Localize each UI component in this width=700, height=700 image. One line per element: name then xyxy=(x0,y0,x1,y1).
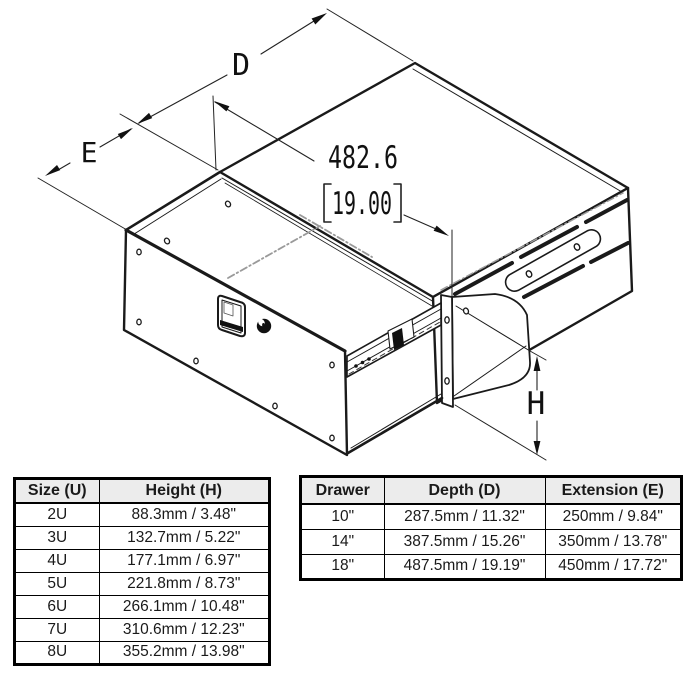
table-row: 4U 177.1mm / 6.97" xyxy=(15,549,269,572)
table-row: 5U 221.8mm / 8.73" xyxy=(15,572,269,595)
drawer-front-panel xyxy=(124,230,347,455)
ear-hole xyxy=(445,378,449,384)
width-mm-value: 482.6 xyxy=(328,140,398,176)
col-header-depth: Depth (D) xyxy=(384,477,545,504)
table-row: 2U 88.3mm / 3.48" xyxy=(15,503,269,526)
support-bracket xyxy=(452,294,530,399)
table-row: 10" 287.5mm / 11.32" 250mm / 9.84" xyxy=(301,504,681,529)
slide-rail xyxy=(347,303,441,377)
col-header-extension: Extension (E) xyxy=(545,477,681,504)
table-row: 7U 310.6mm / 12.23" xyxy=(15,618,269,641)
col-header-height: Height (H) xyxy=(99,479,269,503)
table-row: 3U 132.7mm / 5.22" xyxy=(15,526,269,549)
table-row: 14" 387.5mm / 15.26" 350mm / 13.78" xyxy=(301,529,681,554)
width-inch-value: 19.00 xyxy=(332,186,392,222)
ear-hole xyxy=(445,317,449,323)
table-row: 18" 487.5mm / 19.19" 450mm / 17.72" xyxy=(301,554,681,579)
rack-ear-right xyxy=(441,295,453,407)
drawer-depth-extension-table xyxy=(300,476,682,580)
rivet xyxy=(224,200,231,208)
dimension-height-label: H xyxy=(526,386,546,422)
col-header-size: Size (U) xyxy=(15,479,99,503)
table-row: 8U 355.2mm / 13.98" xyxy=(15,641,269,664)
dimension-extension-label: E xyxy=(80,136,98,169)
table-header-row xyxy=(15,479,269,503)
rivet xyxy=(163,237,170,245)
drawer-bottom-edge xyxy=(348,394,442,453)
drawer-handle xyxy=(218,296,245,336)
dimension-depth-label: D xyxy=(231,48,251,83)
col-header-drawer: Drawer xyxy=(301,477,384,504)
table-row: 6U 266.1mm / 10.48" xyxy=(15,595,269,618)
drawer-sidewall-top xyxy=(126,172,232,245)
table-header-row xyxy=(301,477,681,504)
size-height-table xyxy=(14,478,270,665)
